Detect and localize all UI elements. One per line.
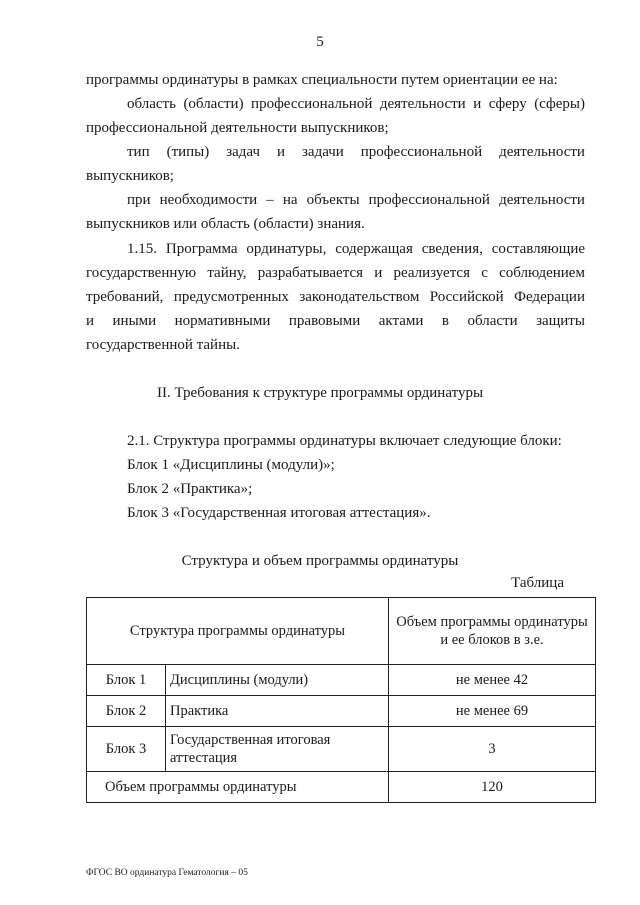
paragraph-line: область (области) профессиональной деятельности и сферу (сферы): [127, 96, 585, 112]
block-cell: Блок 1: [87, 665, 166, 696]
paragraph-line: и иными нормативными правовыми актами в области защиты: [86, 313, 585, 329]
block-cell: Блок 3: [87, 727, 166, 772]
header-structure: Структура программы ординатуры: [87, 598, 389, 665]
block-cell: Блок 2: [87, 696, 166, 727]
block-value-cell: 3: [389, 727, 596, 772]
table-label: Таблица: [511, 575, 564, 591]
paragraph-line: при необходимости – на объекты профессиональной деятельности: [127, 192, 585, 208]
table-header-row: [87, 598, 596, 665]
blocks-list-item: Блок 3 «Государственная итоговая аттестация».: [127, 505, 431, 521]
page-number: 5: [316, 34, 324, 50]
paragraph-line: требований, предусмотренных законодательством Российской Федерации: [86, 289, 585, 305]
paragraph-line: государственной тайны.: [86, 337, 240, 353]
structure-table: [86, 597, 596, 803]
paragraph-line: государственную тайну, разрабатывается и реализуется с соблюдением: [86, 265, 585, 281]
block-value-cell: не менее 42: [389, 665, 596, 696]
header-volume: Объем программы ординатуры и ее блоков в з.е.: [389, 598, 596, 665]
paragraph-line: выпускников;: [86, 168, 174, 184]
paragraph-line: программы ординатуры в рамках специальности путем ориентации ее на:: [86, 72, 558, 88]
block-name-cell: Государственная итоговая аттестация: [166, 727, 389, 772]
block-name-cell: Практика: [166, 696, 389, 727]
paragraph-line: 1.15. Программа ординатуры, содержащая сведения, составляющие: [127, 241, 585, 257]
table-row: [87, 727, 596, 772]
table-total-row: [87, 772, 596, 803]
footer-text: ФГОС ВО ординатура Гематология – 05: [86, 868, 248, 878]
paragraph-line: профессиональной деятельности выпускников;: [86, 120, 389, 136]
total-value-cell: 120: [389, 772, 596, 803]
paragraph-line: тип (типы) задач и задачи профессиональной деятельности: [127, 144, 585, 160]
table-title: Структура и объем программы ординатуры: [181, 553, 459, 569]
blocks-intro: 2.1. Структура программы ординатуры включает следующие блоки:: [127, 433, 562, 449]
blocks-list-item: Блок 2 «Практика»;: [127, 481, 253, 497]
section-heading: II. Требования к структуре программы ординатуры: [156, 385, 484, 401]
block-name-cell: Дисциплины (модули): [166, 665, 389, 696]
table-row: [87, 665, 596, 696]
block-value-cell: не менее 69: [389, 696, 596, 727]
paragraph-line: выпускников или область (области) знания.: [86, 216, 365, 232]
table-row: [87, 696, 596, 727]
total-label-cell: Объем программы ординатуры: [87, 772, 389, 803]
blocks-list-item: Блок 1 «Дисциплины (модули)»;: [127, 457, 335, 473]
